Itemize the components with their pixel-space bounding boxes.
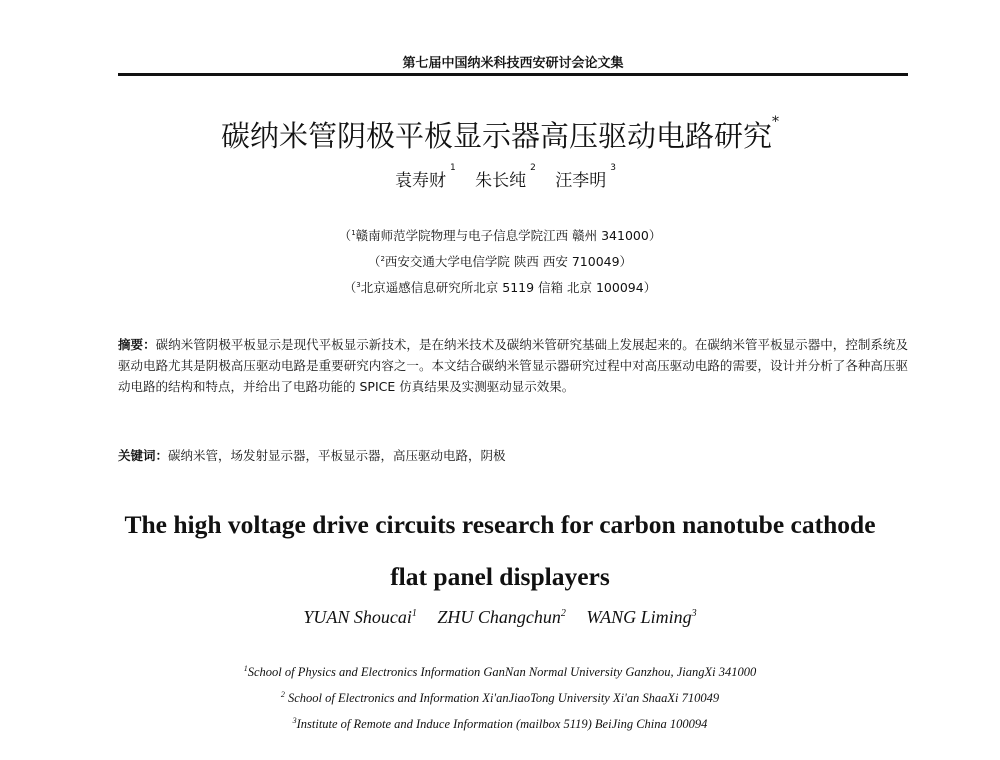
author-cn-sup: 1 — [450, 163, 456, 173]
affiliation-en-3 — [0, 716, 1000, 732]
author-en-sup: 3 — [691, 608, 697, 619]
affiliation-cn-open: （ — [338, 228, 352, 243]
author-cn-1 — [395, 163, 456, 191]
author-en-sup: 2 — [560, 608, 566, 619]
affiliation-en-sup: 3 — [292, 716, 297, 725]
affiliation-en-text: School of Electronics and Information Xi'anJiaoTong University Xi'an ShaaXi 710049 — [284, 691, 720, 706]
author-cn-name: 袁寿财 — [395, 171, 446, 191]
abstract-block — [118, 334, 908, 397]
keywords-block — [118, 446, 908, 464]
running-header: 第七届中国纳米科技西安研讨会论文集 — [402, 56, 624, 71]
affiliation-cn-open: （ — [343, 280, 357, 295]
author-en-1 — [303, 607, 417, 627]
english-title-line-1: The high voltage drive circuits research for carbon nanotube cathode — [124, 510, 876, 539]
title-footnote-mark: * — [772, 114, 779, 130]
affiliation-cn-sup: 1 — [351, 228, 356, 237]
affiliation-cn-text: 赣南师范学院物理与电子信息学院江西 赣州 341000） — [355, 228, 662, 243]
author-cn-sup: 2 — [530, 163, 536, 173]
english-title-line-2: flat panel displayers — [390, 562, 610, 591]
affiliation-en-text: Institute of Remote and Induce Information (mailbox 5119) BeiJing China 100094 — [296, 717, 708, 732]
author-cn-name: 朱长纯 — [475, 171, 527, 191]
author-en-name: ZHU Changchun — [437, 607, 561, 627]
affiliation-cn-text: 西安交通大学电信学院 陕西 西安 710049） — [384, 254, 633, 269]
author-en-name: YUAN Shoucai — [303, 607, 412, 627]
affiliation-cn-3 — [0, 278, 1000, 296]
affiliation-cn-sup: 2 — [380, 254, 385, 263]
author-en-3 — [586, 607, 696, 627]
abstract-label: 摘要： — [118, 337, 156, 352]
chinese-authors — [395, 163, 630, 191]
author-cn-name: 汪李明 — [555, 171, 607, 191]
affiliation-en-text: School of Physics and Electronics Information GanNan Normal University Ganzhou, JiangXi 341000 — [247, 665, 757, 680]
author-cn-sup: 3 — [610, 163, 617, 173]
affiliation-cn-1 — [0, 226, 1000, 244]
author-cn-2 — [475, 163, 536, 191]
affiliation-cn-text: 北京遥感信息研究所北京 5119 信箱 北京 100094） — [360, 280, 657, 295]
chinese-title — [0, 114, 1000, 155]
keywords-text: 碳纳米管，场发射显示器，平板显示器，高压驱动电路，阴极 — [168, 448, 506, 463]
affiliation-cn-2 — [0, 252, 1000, 270]
affiliation-cn-sup: 3 — [356, 280, 361, 289]
keywords-label: 关键词： — [118, 448, 169, 463]
author-en-sup: 1 — [411, 608, 417, 619]
author-cn-3 — [555, 163, 617, 191]
header-rule — [118, 73, 908, 76]
author-en-2 — [437, 607, 566, 627]
affiliation-en-2 — [0, 690, 1000, 706]
author-en-name: WANG Liming — [586, 607, 692, 627]
affiliation-en-sup: 2 — [280, 690, 285, 699]
affiliation-en-1 — [0, 664, 1000, 680]
english-authors — [0, 607, 1000, 628]
abstract-text: 碳纳米管阴极平板显示是现代平板显示新技术，是在纳米技术及碳纳米管研究基础上发展起来的。在碳纳米管平板显示器中，控制系统及驱动电路尤其是阴极高压驱动电路是重要研究内容之一。本文结合碳纳米管显示器研究过程中对高压驱动电路的需要，设计并分析了各种高压驱动电路的结构和特点，并给出了电路功能的 SPICE 仿真结果及实测驱动显示效果。 — [118, 337, 908, 394]
affiliation-en-sup: 1 — [243, 664, 248, 673]
affiliation-cn-open: （ — [367, 254, 381, 269]
chinese-title-text: 碳纳米管阴极平板显示器高压驱动电路研究 — [220, 119, 772, 153]
